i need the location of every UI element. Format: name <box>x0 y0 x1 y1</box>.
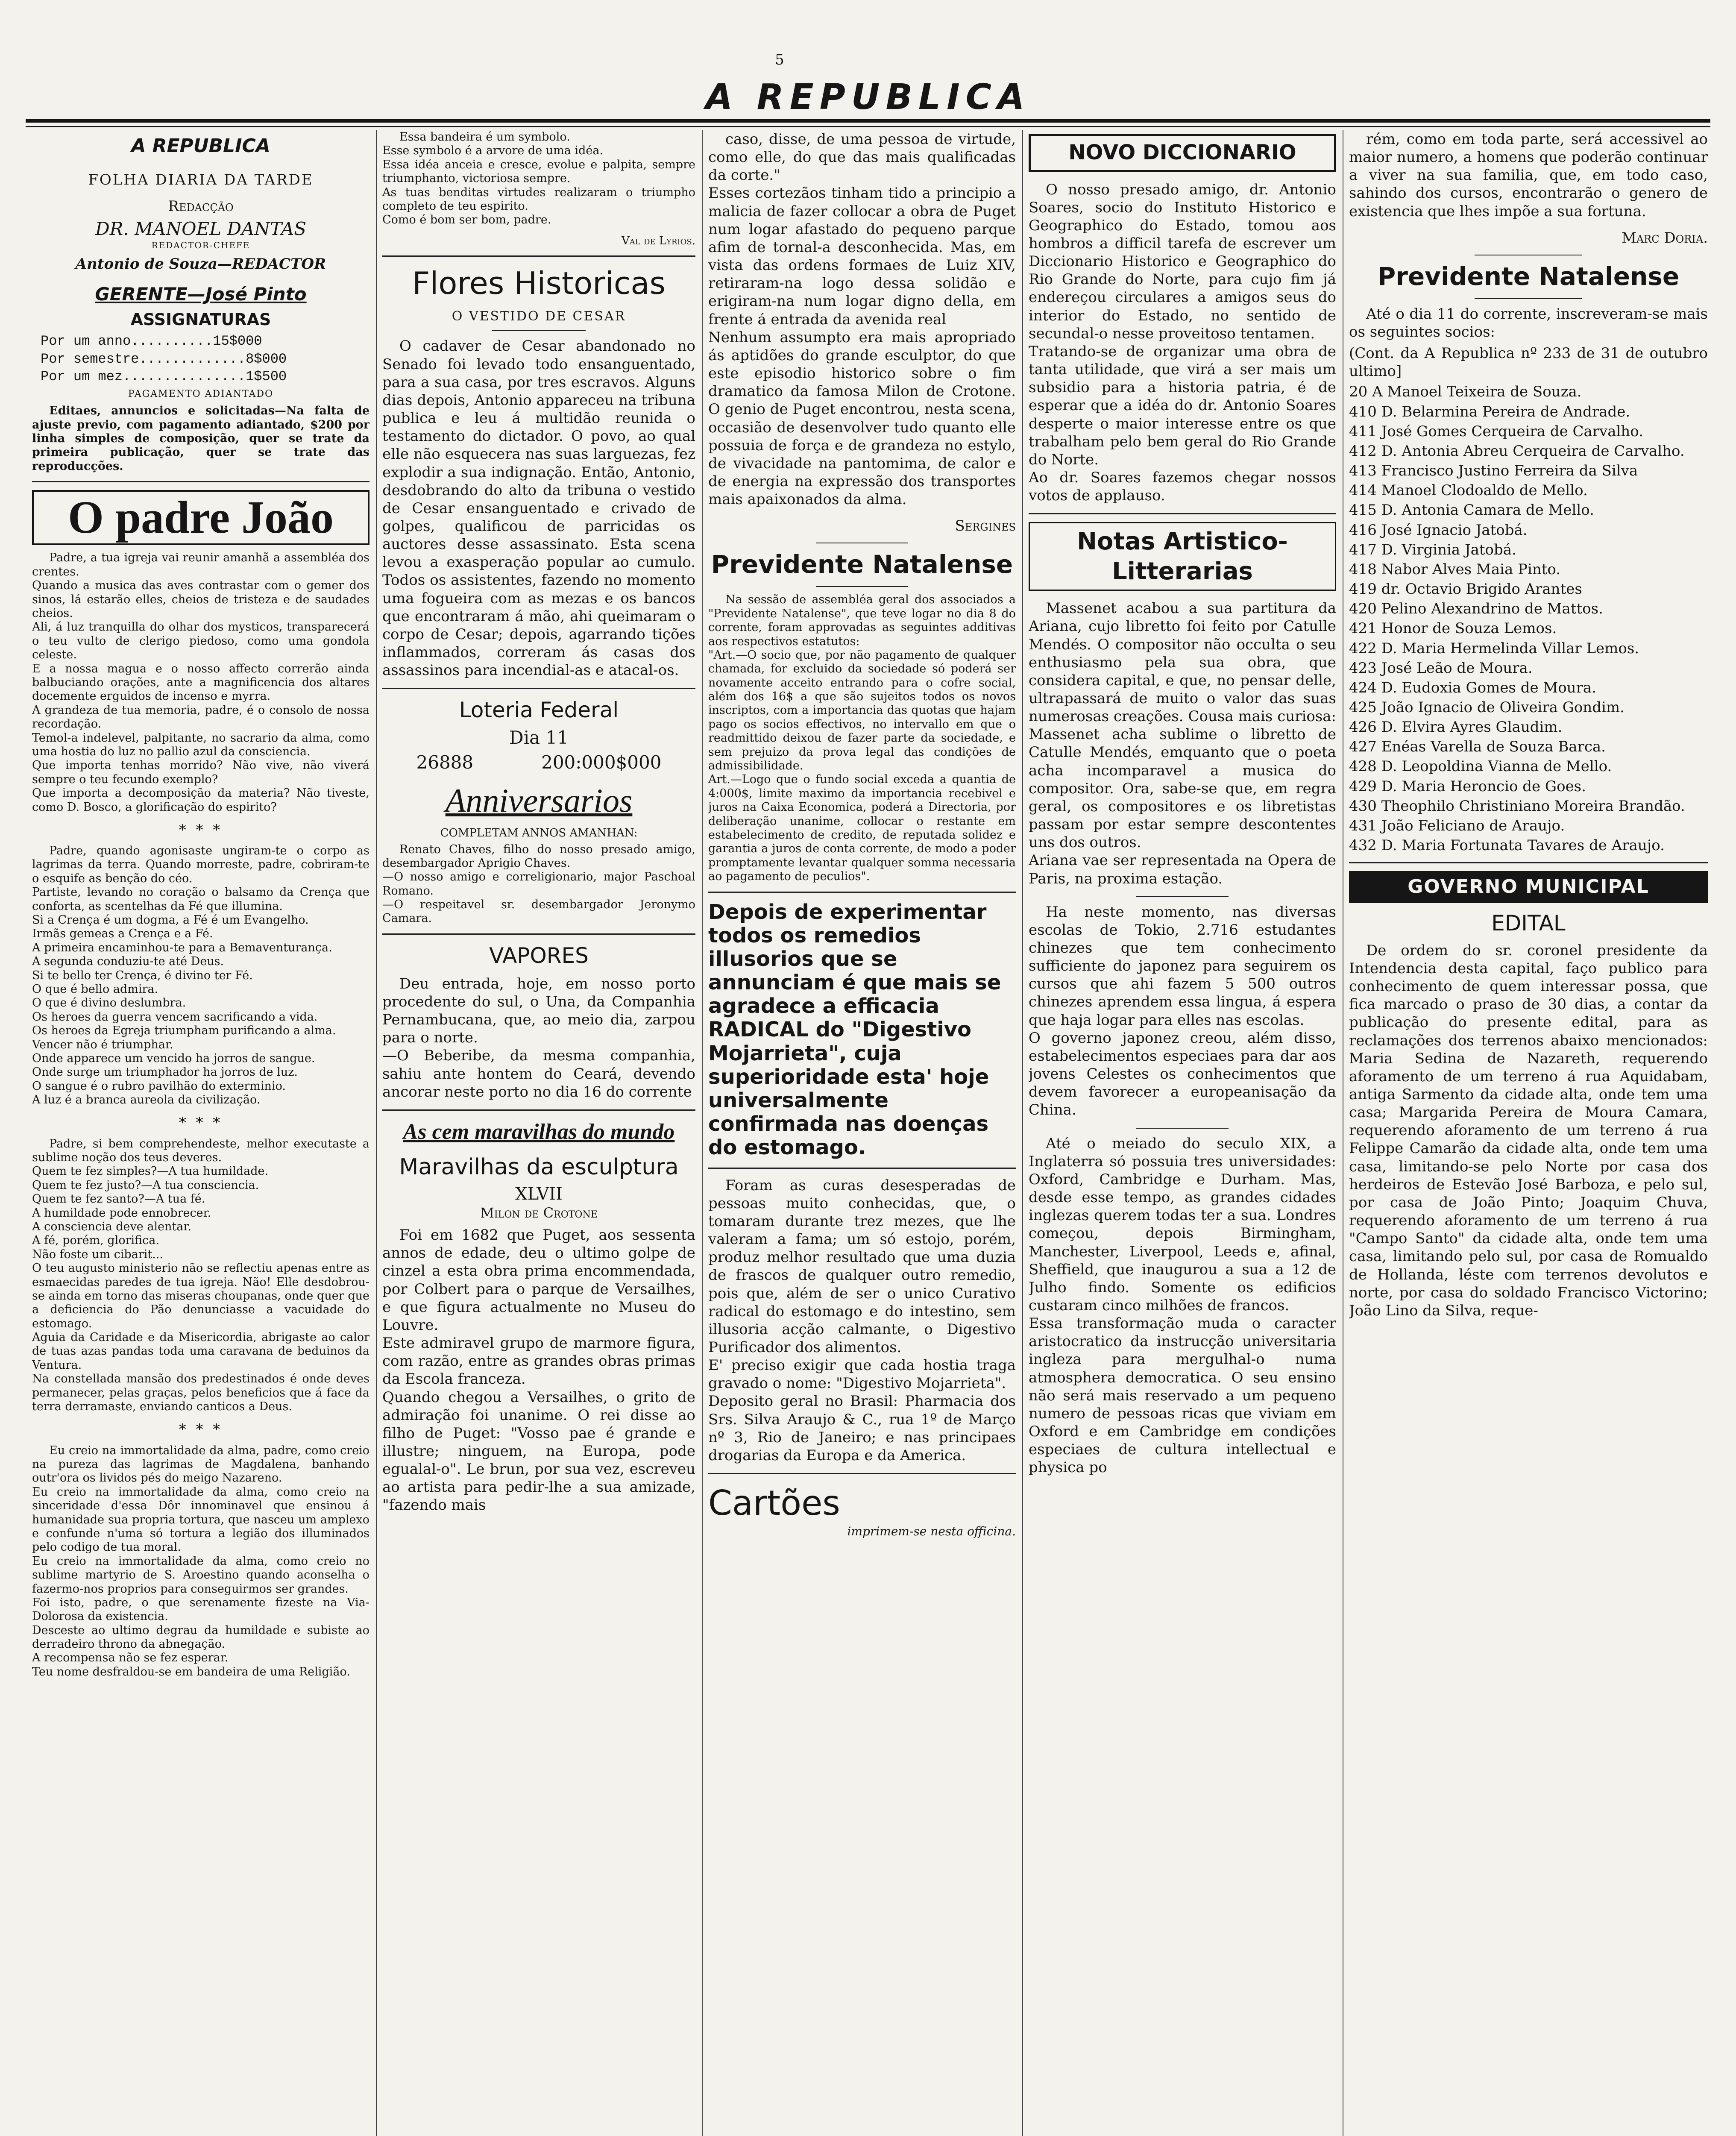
separator <box>382 933 695 935</box>
separator <box>32 481 369 482</box>
folha-subtitle: FOLHA DIARIA DA TARDE <box>88 171 314 188</box>
previdente-title: Previdente Natalense <box>711 550 1013 579</box>
member-entry: 431 João Feliciano de Araujo. <box>1349 817 1565 834</box>
loteria-result <box>382 751 695 774</box>
member-entry: 412 D. Antonia Abreu Cerqueira de Carvalho. <box>1349 442 1685 460</box>
separator <box>1475 298 1582 299</box>
loteria-date: Dia 11 <box>509 727 569 748</box>
separator <box>708 892 1016 893</box>
chief-editor-role: REDACTOR-CHEFE <box>151 240 250 250</box>
separator <box>382 255 695 257</box>
masthead-rule-thick <box>26 119 1710 123</box>
payment-note: PAGAMENTO ADIANTADO <box>128 388 274 399</box>
separator <box>1349 862 1708 863</box>
column-3 <box>708 130 1016 2136</box>
member-entry: 416 José Ignacio Jatobá. <box>1349 521 1528 539</box>
notas-continuation: rém, como em toda parte, será accessivel ao maior numero, a homens que poderão continuar a viver na sua familia, que, em todo caso, sahindo dos cursos, encontrarão o genero de existencia que lhes impõe a sua fortuna. <box>1349 131 1708 220</box>
redaccao-label: Redacção <box>168 197 234 215</box>
subscription-prices <box>41 332 369 386</box>
member-entry: 411 José Gomes Cerqueira de Carvalho. <box>1349 423 1643 440</box>
separator <box>1136 896 1229 897</box>
member-entry: 415 D. Antonia Camara de Mello. <box>1349 502 1594 519</box>
chief-editor-name: DR. MANOEL DANTAS <box>95 218 306 239</box>
separator <box>816 586 908 587</box>
previdente-continuation-note: (Cont. da A Republica nº 233 de 31 de outubro ultimo] <box>1349 345 1708 380</box>
cartoes-title: Cartões <box>708 1483 840 1523</box>
article-signature: Sergines <box>955 517 1016 535</box>
member-entry: 20 A Manoel Teixeira de Souza. <box>1349 383 1582 401</box>
member-entry: 410 D. Belarmina Pereira de Andrade. <box>1349 403 1630 420</box>
anniversaries-text: Renato Chaves, filho do nosso presado amigo, desembargador Aprigio Chaves. —O nosso amigo e correligionario, major Paschoal Romano. —O respeitavel sr. desembargador Jeronymo Camara. <box>382 842 695 925</box>
flores-historicas-title: Flores Historicas <box>412 265 666 301</box>
puget-article-text: Foi em 1682 que Puget, aos sessenta annos de edade, deu o ultimo golpe de cinzel a esta obra prima encommendada, por Colbert para o parque de Versailhes, e que figura actualmente no Museu do Louvre. Este admiravel grupo de marmore figura, com razão, entre as grandes obras primas da Escola franceza. Quando chegou a Versailhes, o grito de admiração foi unanime. O rei disse ao filho de Puget: "Vosso pae é grande e illustre; ninguem, na Europa, pode egualal-o". Le brun, por sua vez, escreveu ao artista para pedir-lhe a sua amizade, "fazendo mais <box>382 1226 695 1514</box>
notas-text-3: Até o meiado do seculo XIX, a Inglaterra só possuia tres universidades: Oxford, Cambridge e Durham. Mas, desde esse tempo, as grandes cidades inglezas querem todas ter a sua. Londres começou, depois Birmingham, Manchester, Liverpool, Leeds e, afinal, Sheffield, que inaugurou a sua a 12 de Julho findo. Somente os edificios custaram cinco milhões de francos. Essa transformação muda o caracter aristocratico da instrucção universitaria ingleza para mergulhal-o numa atmosphera democratica. O seu ensino não será mais reservado a um pequeno numero de pessoas ricas que viviam em Oxford e em Cambridge em condições especiaes de cultura intellectual e physica po <box>1029 1135 1336 1476</box>
puget-continuation: caso, disse, de uma pessoa de virtude, como elle, do que das mais qualificadas da corte." Esses cortezãos tinham tido a principio a malicia de fazer collocar a obra de Puget num logar afastado do pequeno parque afim de tornal-a desconhecida. Mas, em vista das ordens formaes de Luiz XIV, retiraram-na logo dessa solidão e erigiram-na num logar digno della, em frente á entrada da avenida real Nenhum assumpto era mais apropriado ás aptidões do grande esculptor, do que este episodio historico sobre o fim dramatico da famosa Milon de Crotone. O genio de Puget encontrou, nesta scena, occasião de desenvolver tudo quanto elle possuia de força e de grandeza no estylo, de vivacidade na pantomima, de calor e de energia na expressão dos transportes mais apaixonados da alma. <box>708 131 1016 508</box>
member-entry: 427 Enéas Varella de Souza Barca. <box>1349 738 1606 756</box>
member-entry: 421 Honor de Souza Lemos. <box>1349 620 1557 637</box>
maravilhas-number: XLVII <box>515 1184 563 1204</box>
member-entry: 423 José Leão de Moura. <box>1349 659 1533 677</box>
notas-text-1: Massenet acabou a sua partitura da Ariana, cujo libretto foi feito por Catulle Mendés. O compositor não occulta o seu enthusiasmo pela sua obra, que considera capital, e que, no pensar delle, ultrapassará de muito o valor das suas numerosas creações. Cousa mais curiosa: Massenet acha sublime o libretto de Catulle Mendés, emquanto que o poeta acha incomparavel a musica do compositor. Ora, sabe-se que, em regra geral, os compositores e os libretistas passam por estar sempre descontentes uns dos outros. Ariana vae ser representada na Opera de Paris, na proxima estação. <box>1029 600 1336 887</box>
newspaper-masthead: A REPUBLICA <box>705 77 1031 117</box>
separator <box>492 330 586 331</box>
member-entry: 424 D. Eudoxia Gomes de Moura. <box>1349 679 1596 696</box>
column-divider <box>1022 130 1023 2136</box>
padre-text-1: Padre, a tua igreja vai reunir amanhã a assembléa dos crentes. Quando a musica das aves contrastar com o gemer dos sinos, lá estarão elles, cheios de tristeza e de saudades cheios. Ali, á luz tranquilla do olhar dos mysticos, transparecerá o teu vulto de clerigo piedoso, como uma gondola celeste. E a nossa magua e o nosso affecto correrão ainda balbuciando orações, ante a magnificencia dos altares docemente erguidos de incenso e myrra. A grandeza de tua memoria, padre, é o consolo de nossa recordação. Temol-a indelevel, palpitante, no sacrario da alma, como uma hostia do luz no pallio azul da consciencia. Que importa tenhas morrido? Não vive, não viverá sempre o teu fecundo exemplo? Que importa a decomposição da materia? Não tiveste, como D. Bosco, a glorificação do espirito? <box>32 551 369 814</box>
section-asterisks: * * * <box>179 1114 223 1132</box>
maravilhas-subtitle: Milon de Crotone <box>480 1205 598 1221</box>
padre-continuation: Essa bandeira é um symbolo. Esse symbolo é a arvore de uma idéa. Essa idéa anceia e cresce, evolue e palpita, sempre triumphanto, victoriosa sempre. As tuas benditas virtudes realizaram o triumpho completo de teu espirito. Como é bom ser bom, padre. <box>382 130 695 227</box>
manager-name: GERENTE—José Pinto <box>95 283 307 305</box>
member-entry: 430 Theophilo Christiniano Moreira Brandão. <box>1349 797 1685 815</box>
column-4 <box>1029 130 1336 2136</box>
vapores-text: Deu entrada, hoje, em nosso porto procedente do sul, o Una, da Companhia Pernambucana, que, ao meio dia, zarpou para o norte. —O Beberibe, da mesma companhia, sahiu ante hontem do Ceará, devendo ancorar neste porto no dia 16 do corrente <box>382 975 695 1100</box>
subscription-line: Por um mez...............1$500 <box>41 369 287 385</box>
separator <box>382 1109 695 1111</box>
subscription-line: Por um anno..........15$000 <box>41 333 262 349</box>
member-entry: 425 João Ignacio de Oliveira Gondim. <box>1349 698 1625 716</box>
padre-text-4: Eu creio na immortalidade da alma, padre, como creio na pureza das lagrimas de Magdalena, banhando outr'ora os lividos pés do meigo Nazareno. Eu creio na immortalidade da alma, como creio na sinceridade d'essa Dôr innominavel que ensinou á humanidade sua propria tortura, que nasceu um amplexo e confunde n'uma só tortura a legião dos illuminados pelo codigo de tua moral. Eu creio na immortalidade da alma, como creio no sublime martyrio de S. Aroestino quando aconselha o fazermo-nos proprios para conseguirmos ser grandes. Foi isto, padre, o que serenamente fizeste na Via-Dolorosa da existencia. Desceste ao ultimo degrau da humildade e subiste ao derradeiro throno da abnegação. A recompensa não se fez esperar. Teu nome desfraldou-se em bandeira de uma Religião. <box>32 1444 369 1678</box>
column-divider <box>702 130 703 2136</box>
editais-notice: Editaes, annuncios e solicitadas—Na falta de ajuste previo, com pagamento adiantado, $200 por linha simples de composição, quer se trate da primeira publicação, quer se trate das reproducções. <box>32 404 369 473</box>
novo-diccionario-title: NOVO DICCIONARIO <box>1029 134 1336 172</box>
separator <box>708 1473 1016 1474</box>
loteria-prize: 200:000$000 <box>541 752 662 773</box>
diccionario-text: O nosso presado amigo, dr. Antonio Soares, socio do Instituto Historico e Geographico do Estado, tomou aos hombros a difficil tarefa de escrever um Diccionario Historico e Geographico do Rio Grande do Norte, para cujo fim já endereçou circulares a amigos seus do interior do Estado, no sentido de secundal-o nesse proveitoso tentamen. Tratando-se de organizar uma obra de tanta utilidade, que virá a ser mais um subsidio para a historia patria, é de esperar que a idéa do dr. Antonio Soares desperte o maior interesse entre os que trabalham pelo bem geral do Rio Grande do Norte. Ao dr. Soares fazemos chegar nossos votos de applauso. <box>1029 181 1336 505</box>
member-entry: 428 D. Leopoldina Vianna de Mello. <box>1349 758 1612 775</box>
separator <box>1029 513 1336 514</box>
loteria-number: 26888 <box>416 752 474 773</box>
member-entry: 422 D. Maria Hermelinda Villar Lemos. <box>1349 640 1639 657</box>
masthead-rule-thin <box>26 126 1710 127</box>
page-number: 5 <box>775 51 784 68</box>
redactor-name: Antonio de Souza—REDACTOR <box>75 255 326 273</box>
loteria-title: Loteria Federal <box>459 698 619 723</box>
digestivo-advertisement: Depois de experimentar todos os remedios illusorios que se annunciam é que mais se agradece a efficacia RADICAL do "Digestivo Mojarrieta", cuja superioridade esta' hoje universalmente confirmada nas doenças do estomago. <box>708 900 1001 1160</box>
article-signature: Marc Doria. <box>1621 229 1708 246</box>
previdente-text: Na sessão de assembléa geral dos associados a "Previdente Natalense", que teve logar no dia 8 do corrente, foram approvadas as seguintes additivas aos respectivos estatutos: "Art.—O socio que, por não pagamento de qualquer chamada, for excluido da sociedade só poderá ser novamente acceito entrando para o cofre social, além dos 16$ a que são sujeitos todos os novos inscriptos, com a importancia das quotas que hajam pago os socios effectivos, no intervallo em que o readmittido deixou de fazer parte da sociedade, e sem prejuizo da prova legal das condições de admissibilidade. Art.—Logo que o fundo social exceda a quantia de 4:000$, limite maximo da importancia recebivel e juros na Caixa Economica, poderá a Directoria, por deliberação unanime, collocar o restante em estabelecimento de credito, de reputada solidez e garantia a juros de conta corrente, de modo a poder promptamente levantar qualquer somma necessaria ao pagamento de peculios". <box>708 593 1016 883</box>
separator <box>382 688 695 689</box>
maravilhas-title: Maravilhas da esculptura <box>399 1154 679 1180</box>
member-entry: 426 D. Elvira Ayres Glaudim. <box>1349 719 1563 736</box>
member-entry: 419 dr. Octavio Brigido Arantes <box>1349 581 1582 598</box>
separator <box>708 1168 1016 1169</box>
section-asterisks: * * * <box>179 821 223 839</box>
edital-text: De ordem do sr. coronel presidente da Intendencia desta capital, faço publico para conhecimento de quem interessar possa, que fica marcado o praso de 30 dias, a contar da publicação do presente edital, para as reclamações dos terrenos abaixo mencionados: Maria Sedina de Nazareth, requerendo aforamento de um terreno á rua Aquidabam, antiga Sarmento da cidade alta, onde tem uma casa; Margarida Pereira de Moura Camara, requerendo aforamento de um terreno á rua Felippe Camarão da cidade alta, onde tem uma casa, limitando-se pelo Norte por casa dos herdeiros de Estevão José Barboza, e pelo sul, por casa de João Pinto; Joaquim Chuva, requerendo aforamento de um terreno á rua "Campo Santo" da cidade alta, onde tem uma casa, limitando pelo sul, por casa de Romualdo de Hollanda, léste com terrenos devolutos e norte, por casa do soldado Francisco Victorino; João Lino da Silva, reque- <box>1349 942 1708 1319</box>
cartoes-text: imprimem-se nesta officina. <box>847 1524 1016 1539</box>
separator <box>1136 1128 1229 1129</box>
member-entry: 417 D. Virginia Jatobá. <box>1349 541 1516 558</box>
padre-text-3: Padre, si bem comprehendeste, melhor executaste a sublime noção dos teus deveres. Quem te fez simples?—A tua humildade. Quem te fez justo?—A tua consciencia. Quem te fez santo?—A tua fé. A humildade pode ennobrecer. A consciencia deve alentar. A fé, porém, glorifica. Não foste um cibarit... O teu augusto ministerio não se reflectiu apenas entre as esmaecidas paredes de tua igreja. Não! Elle desdobrou-se ainda em torno das miseras choupanas, onde quer que a deficiencia do Pão denunciasse a vacuidade do estomago. Aguia da Caridade e da Misericordia, abrigaste ao calor de tuas azas pandas toda uma caravana de beduinos da Ventura. Na constellada mansão dos predestinados é onde deves permanecer, pelas graças, pelos beneficios que á face da terra derramaste, enviando canticos a Deus. <box>32 1137 369 1414</box>
col1-masthead: A REPUBLICA <box>131 135 270 157</box>
member-entry: 418 Nabor Alves Maia Pinto. <box>1349 560 1561 578</box>
padre-text-2: Padre, quando agonisaste ungiram-te o corpo as lagrimas da terra. Quando morreste, padre, cobriram-te o esquife as benção do céo. Partiste, levando no coração o balsamo da Crença que conforta, as scentelhas da Fé que illumina. Si a Crença é um dogma, a Fé é um Evangelho. Irmãs gemeas a Crença e a Fé. A primeira encaminhou-te para a Bemaventurança. A segunda conduziu-te até Deus. Si te bello ter Crença, é divino ter Fé. O que é bello admira. O que é divino deslumbra. Os heroes da guerra vencem sacrificando a vida. Os heroes da Egreja triumpham purificando a alma. Vencer não é triumphar. Onde apparece um vencido ha jorros de sangue. Onde surge um triumphador ha jorros de luz. O sangue é o rubro pavilhão do exterminio. A luz é a branca aureola da civilização. <box>32 844 369 1107</box>
notas-text-2: Ha neste momento, nas diversas escolas de Tokio, 2.716 estudantes chinezes que tem conhecimento sufficiente do japonez para seguirem os cursos que ahi fazem 5 500 outros chinezes aprendem essa lingua, á espera que haja logar para elles nas escolas. O governo japonez creou, além disso, estabelecimentos especiaes para dar aos jovens Celestes os conhecimentos que devem favorecer a europeanisação da China. <box>1029 903 1336 1119</box>
previdente-list-title: Previdente Natalense <box>1377 261 1680 291</box>
column-1 <box>32 130 369 2136</box>
section-asterisks: * * * <box>179 1421 223 1438</box>
subscription-line: Por semestre.............8$000 <box>41 351 287 367</box>
vapores-title: VAPORES <box>489 943 589 968</box>
governo-municipal-title: GOVERNO MUNICIPAL <box>1349 871 1708 903</box>
anniversaries-title: Anniversarios <box>445 781 633 819</box>
cem-maravilhas-title: As cem maravilhas do mundo <box>403 1119 675 1144</box>
padre-joao-title: O padre João <box>32 490 369 545</box>
member-entry: 432 D. Maria Fortunata Tavares de Araujo. <box>1349 837 1665 854</box>
member-entry: 429 D. Maria Heroncio de Goes. <box>1349 778 1586 795</box>
previdente-intro: Até o dia 11 do corrente, inscreveram-se mais os seguintes socios: <box>1349 305 1708 340</box>
cesar-article-text: O cadaver de Cesar abandonado no Senado foi levado todo ensanguentado, para a sua casa, por tres escravos. Alguns dias depois, Antonio appareceu na tribuna publica e leu á multidão reunida o testamento do dictador. O povo, ao qual elle não esquecera nas suas larguezas, fez explodir a sua indignação. Então, Antonio, desdobrando do alto da tribuna o vestido de Cesar ensanguentado e crivado de golpes, qualificou de parricidas os auctores desse assassinato. Esta scena levou a exasperação popular ao cumulo. Todos os assistentes, fazendo no momento uma fogueira com as mezas e os bancos que encontraram á mão, ahi queimaram o corpo de Cesar; depois, agarrando tições inflammados, correram ás casas dos assassinos para incendial-as e atacal-os. <box>382 337 695 679</box>
column-divider <box>376 130 377 2136</box>
subscriptions-title: ASSIGNATURAS <box>130 310 271 329</box>
member-entry: 413 Francisco Justino Ferreira da Silva <box>1349 462 1638 480</box>
column-5 <box>1349 130 1708 2136</box>
column-2 <box>382 130 695 2136</box>
flores-subtitle: O VESTIDO DE CESAR <box>452 309 626 324</box>
edital-title: EDITAL <box>1491 910 1566 936</box>
member-list <box>1349 383 1708 854</box>
anniversaries-lead: COMPLETAM ANNOS AMANHAN: <box>440 827 638 840</box>
member-entry: 420 Pelino Alexandrino de Mattos. <box>1349 600 1603 618</box>
digestivo-text: Foram as curas desesperadas de pessoas muito conhecidas, que, o tomaram durante trez mezes, que lhe valeram a fama; um só estojo, porém, produz melhor resultado que uma duzia de frascos de qualquer outro remedio, pois que, além de ser o unico Curativo radical do estomago e do intestino, sem illusoria acção calmante, o Digestivo Purificador dos alimentos. E' preciso exigir que cada hostia traga gravado o nome: "Digestivo Mojarrieta". Deposito geral no Brasil: Pharmacia dos Srs. Silva Araujo & C., rua 1º de Março nº 3, Rio de Janeiro; e nas principaes drogarias da Europa e da America. <box>708 1177 1016 1464</box>
notas-artistico-title: Notas Artistico-Litterarias <box>1029 522 1336 591</box>
member-entry: 414 Manoel Clodoaldo de Mello. <box>1349 482 1588 499</box>
article-signature: Val de Lyrios. <box>622 234 695 247</box>
